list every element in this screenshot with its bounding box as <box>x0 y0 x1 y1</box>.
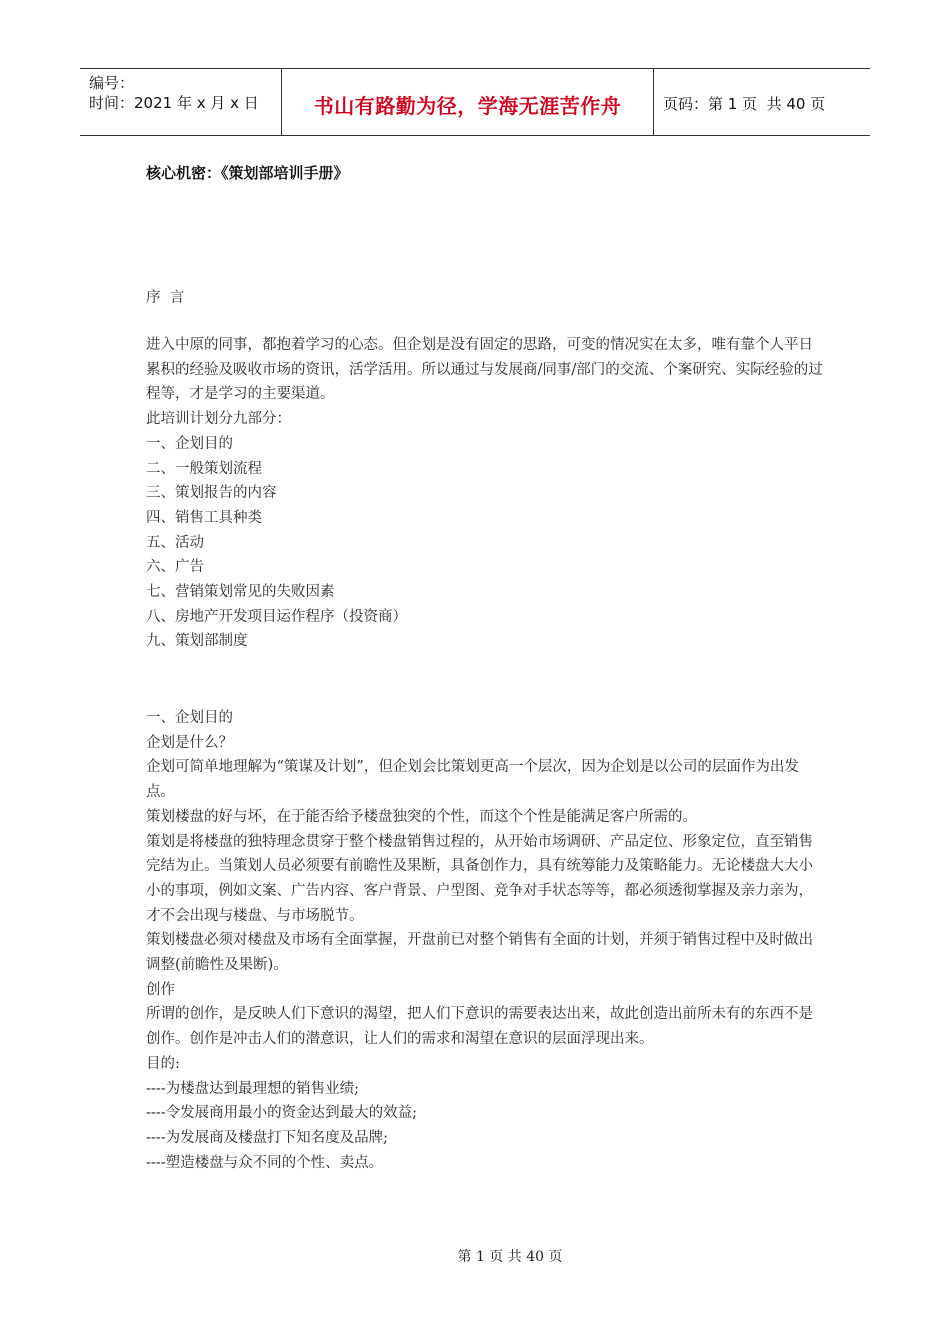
header-motto-cell <box>282 69 654 135</box>
outline-item: 八、房地产开发项目运作程序（投资商） <box>146 608 407 625</box>
outline-item: 九、策划部制度 <box>146 633 248 650</box>
preface-body <box>146 333 826 654</box>
outline-item: 一、企划目的 <box>146 435 233 452</box>
subheading: 创作 <box>146 981 175 998</box>
outline-item: 六、广告 <box>146 559 204 576</box>
outline-item: 五、活动 <box>146 534 204 551</box>
outline-item: 四、销售工具种类 <box>146 509 262 526</box>
body-paragraph: 所谓的创作，是反映人们下意识的渴望，把人们下意识的需要表达出来，故此创造出前所未有的东西不是创作。创作是冲击人们的潜意识，让人们的需求和渴望在意识的层面浮现出来。 <box>146 1006 813 1048</box>
goal-item: ----塑造楼盘与众不同的个性、卖点。 <box>146 1154 384 1171</box>
header-page-cell <box>654 69 870 135</box>
goal-item: ----为楼盘达到最理想的销售业绩; <box>146 1080 359 1097</box>
preface-heading: 序 言 <box>146 290 185 306</box>
header-page-info: 页码：第 1 页 共 40 页 <box>663 94 826 113</box>
document-number-label: 编号： <box>89 74 135 92</box>
preface-paragraph: 进入中原的同事，都抱着学习的心态。但企划是没有固定的思路，可变的情况实在太多，唯有靠个人平日累积的经验及吸收市场的资讯，活学活用。所以通过与发展商/同事/部门的交流、个案研究、实际经验的过程等，才是学习的主要渠道。 <box>146 337 823 403</box>
body-paragraph: 策划楼盘必须对楼盘及市场有全面掌握，开盘前已对整个销售有全面的计划，并须于销售过程中及时做出调整(前瞻性及果断)。 <box>146 932 813 974</box>
body-paragraph: 策划是将楼盘的独特理念贯穿于整个楼盘销售过程的，从开始市场调研、产品定位、形象定位，直至销售完结为止。当策划人员必须要有前瞻性及果断，具备创作力，具有统筹能力及策略能力。无论楼盘大大小小的事项，例如文案、广告内容、客户背景、户型图、竞争对手状态等等，都必须透彻掌握及亲力亲为，才不会出现与楼盘、与市场脱节。 <box>146 833 813 924</box>
outline-item: 二、一般策划流程 <box>146 460 262 477</box>
page-footer <box>0 1246 950 1266</box>
document-header <box>80 68 870 136</box>
motto-text: 书山有路勤为径，学海无涯苦作舟 <box>313 93 622 118</box>
body-paragraph: 策划楼盘的好与坏，在于能否给予楼盘独突的个性，而这个个性是能满足客户所需的。 <box>146 808 697 825</box>
body-paragraph: 企划可简单地理解为“策谋及计划”，但企划会比策划更高一个层次，因为企划是以公司的层面作为出发点。 <box>146 759 799 801</box>
subheading: 目的: <box>146 1055 180 1072</box>
outline-item: 七、营销策划常见的失败因素 <box>146 584 335 601</box>
goal-item: ----为发展商及楼盘打下知名度及品牌; <box>146 1129 388 1146</box>
subheading: 企划是什么？ <box>146 734 233 751</box>
section-heading: 一、企划目的 <box>146 710 233 726</box>
header-meta-cell <box>80 69 282 135</box>
document-title: 核心机密：《策划部培训手册》 <box>146 164 349 182</box>
section-one-body <box>146 706 826 1175</box>
footer-page-number: 第 1 页 共 40 页 <box>457 1249 563 1265</box>
outline-intro: 此培训计划分九部分： <box>146 411 291 428</box>
outline-item: 三、策划报告的内容 <box>146 485 277 502</box>
document-date: 时间：2021 年 x 月 x 日 <box>89 94 259 112</box>
goal-item: ----令发展商用最小的资金达到最大的效益; <box>146 1105 417 1122</box>
